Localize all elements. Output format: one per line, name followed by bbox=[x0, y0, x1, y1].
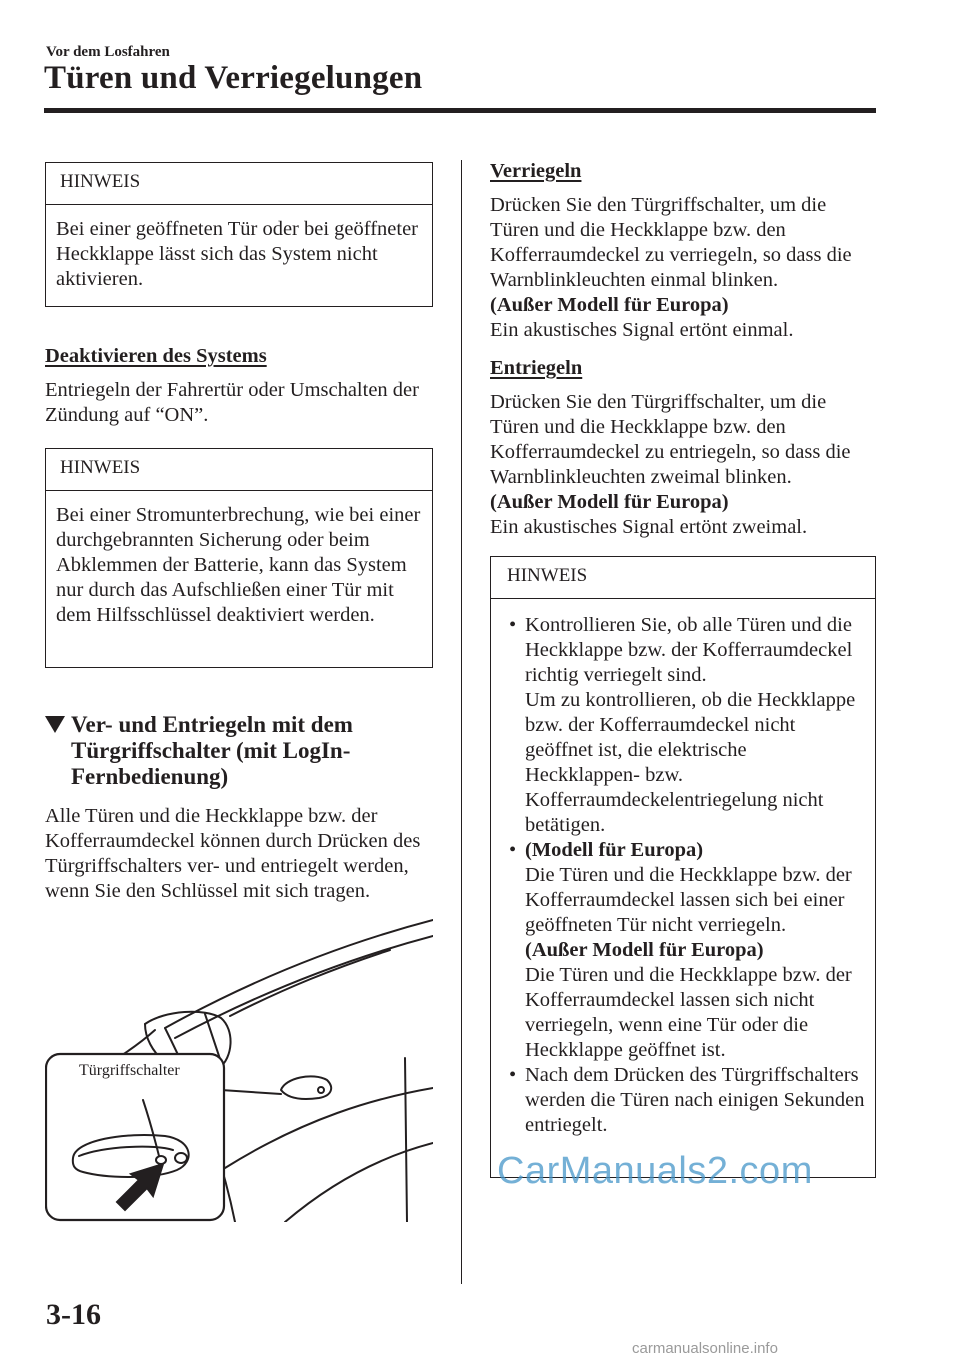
page-title: Türen und Verriegelungen bbox=[44, 60, 423, 96]
lock-section bbox=[490, 160, 878, 343]
right-column bbox=[490, 160, 878, 1178]
bullet-text: Kontrollieren Sie, ob alle Türen und die Heckklappe bzw. der Kofferraumdeckel richtig verriegelt sind. bbox=[525, 614, 853, 686]
unlock-text: Drücken Sie den Türgriffschalter, um die Türen und die Heckklappe bzw. den Kofferraumdeckel zu entriegeln, so dass die Warnblinkleuchten zweimal blinken. bbox=[490, 391, 851, 488]
deactivate-section bbox=[45, 345, 433, 428]
section-label: Vor dem Losfahren bbox=[46, 44, 170, 60]
header-rule bbox=[44, 108, 876, 113]
note-label: HINWEIS bbox=[46, 163, 432, 205]
figure-label: Türgriffschalter bbox=[79, 1062, 180, 1079]
bullet-text: Nach dem Drücken des Türgriffschalters werden die Türen nach einigen Sekunden entriegelt. bbox=[525, 1064, 865, 1136]
list-item bbox=[501, 613, 865, 838]
note-box-1 bbox=[45, 162, 433, 307]
lock-heading: Verriegeln bbox=[490, 160, 582, 182]
column-divider bbox=[461, 160, 462, 1284]
list-item bbox=[501, 1063, 865, 1138]
unlock-model-label: (Außer Modell für Europa) bbox=[490, 491, 729, 513]
deactivate-text: Entriegeln der Fahrertür oder Umschalten der Zündung auf “ON”. bbox=[45, 379, 419, 426]
list-item bbox=[501, 838, 865, 1063]
left-column bbox=[45, 162, 433, 1222]
section-heading-line: Fernbedienung) bbox=[71, 764, 229, 789]
unlock-section bbox=[490, 357, 878, 540]
note-label: HINWEIS bbox=[491, 557, 875, 599]
unlock-model-text: Ein akustisches Signal ertönt zweimal. bbox=[490, 516, 808, 538]
site-watermark: carmanualsonline.info bbox=[632, 1340, 778, 1357]
note-text: Bei einer Stromunterbrechung, wie bei einer durchgebrannten Sicherung oder beim Abklemmen der Batterie, kann das System nur durch das Aufschließen einer Tür mit dem Hilfsschlüssel deaktiviert werden. bbox=[56, 504, 421, 626]
section-heading-line: Türgriffschalter (mit LogIn- bbox=[71, 738, 351, 763]
section-heading bbox=[45, 712, 433, 790]
lock-text: Drücken Sie den Türgriffschalter, um die Türen und die Heckklappe bzw. den Kofferraumdeckel zu verriegeln, so dass die Warnblinkleuchten einmal blinken. bbox=[490, 194, 852, 291]
section-intro-text: Alle Türen und die Heckklappe bzw. der Kofferraumdeckel können durch Drücken des Türgriffschalters ver- und entriegelt werden, wenn Sie den Schlüssel mit sich tragen. bbox=[45, 805, 421, 902]
note-text bbox=[491, 599, 875, 1148]
note-bullet-list bbox=[501, 613, 865, 1138]
lock-model-text: Ein akustisches Signal ertönt einmal. bbox=[490, 319, 794, 341]
bullet-text: Die Türen und die Heckklappe bzw. der Kofferraumdeckel lassen sich nicht verriegeln, wenn eine Tür oder die Heckklappe geöffnet ist. bbox=[525, 964, 852, 1061]
bullet-subtext: Um zu kontrollieren, ob die Heckklappe bzw. der Kofferraumdeckel nicht geöffnet ist, die elektrische Heckklappen- bzw. Kofferraumdeckelentriegelung nicht betätigen. bbox=[525, 689, 856, 836]
door-handle-illustration bbox=[45, 918, 433, 1222]
note-box-2 bbox=[45, 448, 433, 668]
bullet-model-label: (Modell für Europa) bbox=[525, 839, 704, 861]
lock-model-label: (Außer Modell für Europa) bbox=[490, 294, 729, 316]
deactivate-heading: Deaktivieren des Systems bbox=[45, 345, 267, 367]
section-heading-line: Ver- und Entriegeln mit dem bbox=[71, 712, 353, 737]
triangle-marker-icon bbox=[45, 716, 65, 733]
watermark: CarManuals2.com bbox=[497, 1150, 813, 1192]
unlock-heading: Entriegeln bbox=[490, 357, 583, 379]
bullet-model-label: (Außer Modell für Europa) bbox=[525, 939, 764, 961]
bullet-icon: • bbox=[509, 614, 517, 636]
bullet-text: Die Türen und die Heckklappe bzw. der Kofferraumdeckel lassen sich bei einer geöffneten Tür nicht verriegeln. bbox=[525, 864, 852, 936]
note-label: HINWEIS bbox=[46, 449, 432, 491]
note-box-3 bbox=[490, 556, 876, 1178]
page-number: 3-16 bbox=[46, 1298, 101, 1331]
bullet-icon: • bbox=[509, 839, 517, 861]
note-text: Bei einer geöffneten Tür oder bei geöffneter Heckklappe lässt sich das System nicht aktivieren. bbox=[56, 218, 419, 290]
bullet-icon: • bbox=[509, 1064, 517, 1086]
